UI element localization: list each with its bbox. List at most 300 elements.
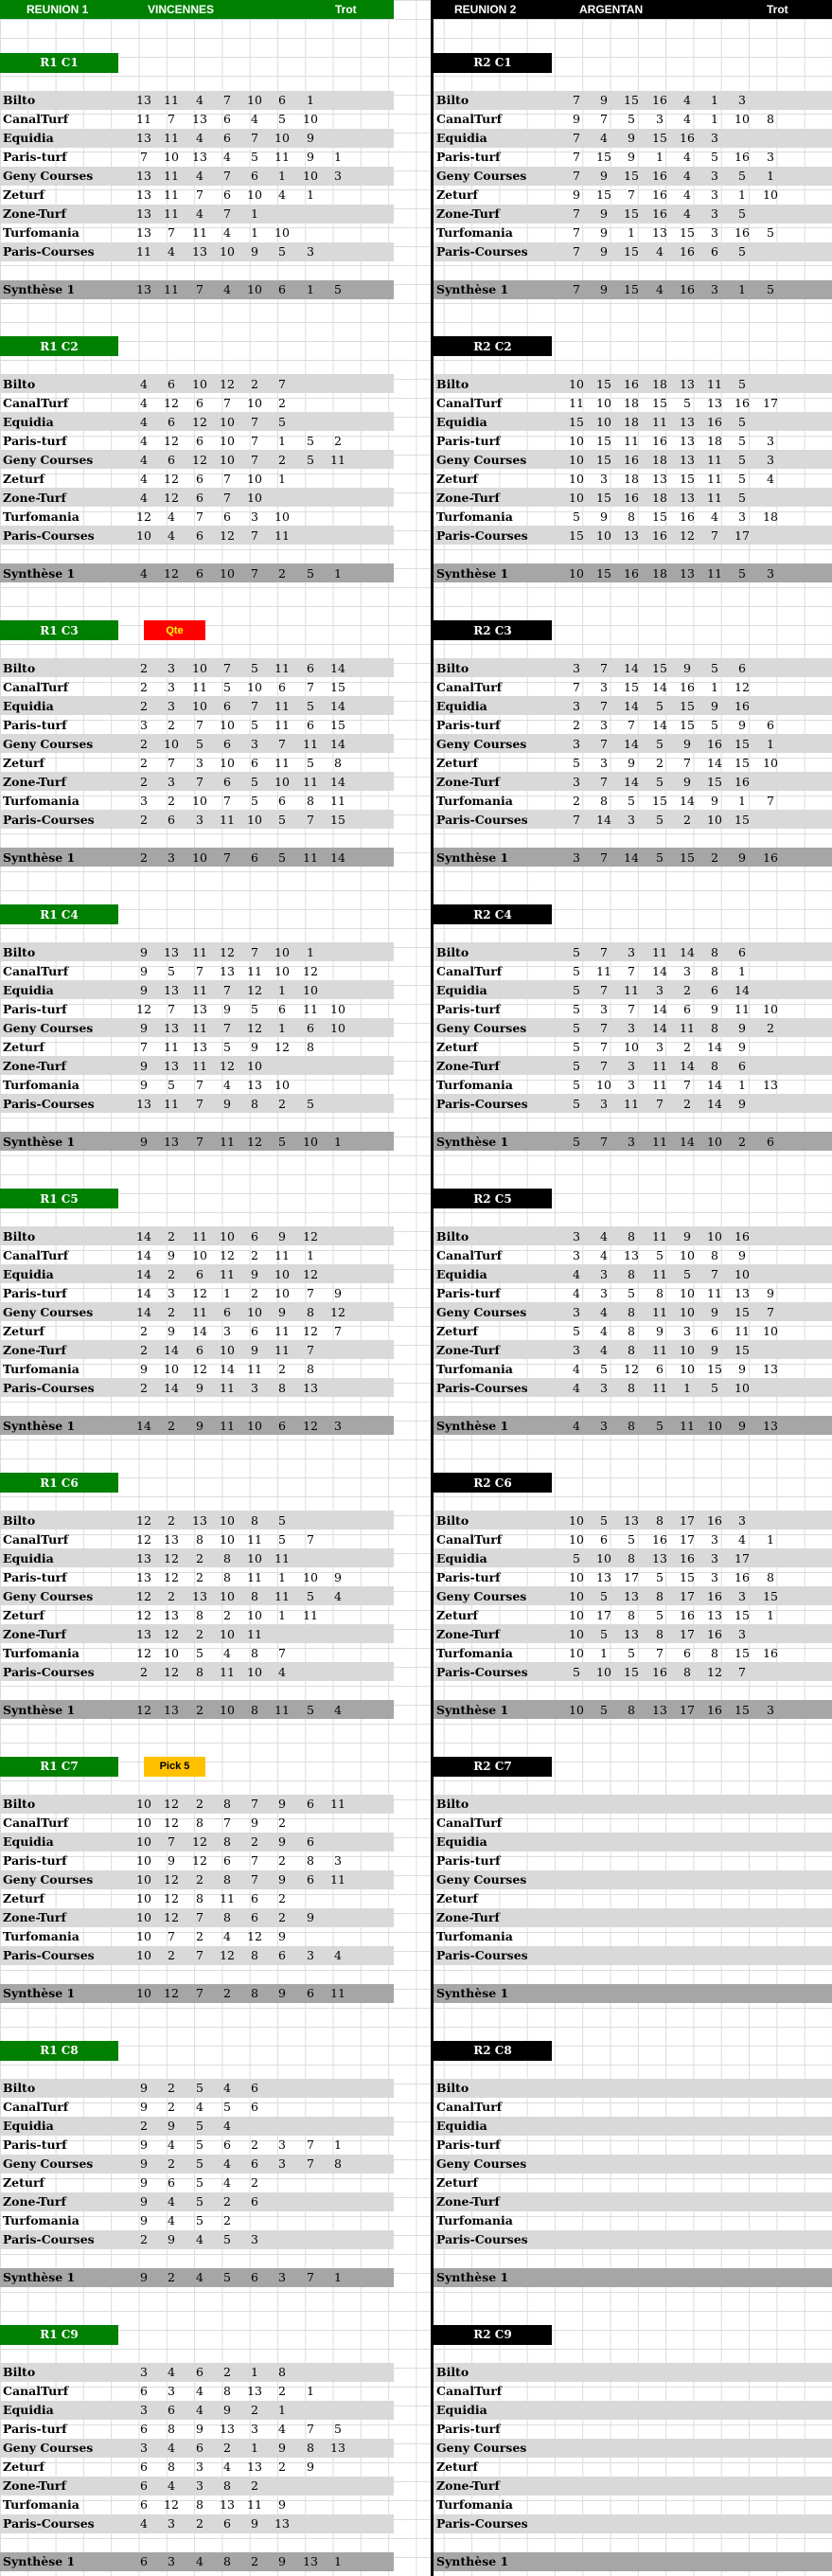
horse-number: 7 [168, 1001, 175, 1016]
horse-number: 7 [683, 1077, 691, 1092]
horse-number: 13 [624, 1626, 639, 1641]
horse-number: 10 [247, 1058, 262, 1073]
horse-number: 10 [220, 414, 235, 429]
horse-number: 10 [274, 774, 290, 789]
r1-prono-row [0, 2477, 394, 2496]
r1-prono-row [0, 1908, 394, 1927]
horse-number: 8 [656, 1626, 664, 1641]
r2-prono-row [434, 167, 832, 186]
horse-number: 15 [652, 131, 667, 145]
horse-number: 7 [307, 679, 314, 694]
horse-number: 2 [223, 2365, 231, 2380]
r1-prono-row [0, 2117, 394, 2136]
source-name: Turfomania [3, 2497, 80, 2513]
source-name: Turfomania [436, 2213, 513, 2228]
r1-prono-row [0, 2401, 394, 2420]
horse-number: 2 [251, 2554, 258, 2569]
horse-number: 7 [600, 698, 608, 713]
horse-number: 15 [735, 755, 750, 770]
horse-number: 5 [600, 1626, 608, 1641]
r2-prono-row [434, 526, 832, 545]
r1-prono-row [0, 242, 394, 261]
horse-number: 7 [223, 660, 231, 675]
horse-number: 10 [330, 1001, 345, 1016]
horse-number: 5 [251, 660, 258, 675]
horse-number: 4 [223, 225, 231, 240]
horse-number: 4 [683, 206, 691, 221]
horse-number: 11 [652, 1058, 667, 1073]
source-name: Paris-turf [3, 2138, 67, 2153]
horse-number: 16 [707, 1626, 722, 1641]
horse-number: 8 [628, 1304, 635, 1319]
source-name: Bilto [436, 944, 469, 959]
horse-number: 9 [140, 2138, 148, 2153]
horse-number: 6 [307, 1797, 314, 1812]
r2-prono-row [434, 961, 832, 980]
horse-number: 14 [652, 1001, 667, 1016]
horse-number: 12 [192, 1853, 207, 1869]
r1-prono-row [0, 2136, 394, 2155]
source-name: Zeturf [436, 2460, 478, 2475]
r2-prono-row [434, 2363, 832, 2382]
horse-number: 16 [707, 1512, 722, 1528]
source-name: Synthèse 1 [436, 1134, 509, 1149]
source-name: CanalTurf [436, 1816, 503, 1831]
horse-number: 3 [140, 2403, 148, 2418]
horse-number: 7 [223, 471, 231, 486]
horse-number: 14 [680, 944, 695, 959]
source-name: Synthèse 1 [436, 1986, 509, 2001]
source-name: Bilto [3, 660, 36, 675]
horse-number: 2 [683, 812, 691, 827]
horse-number: 2 [251, 376, 258, 391]
horse-number: 6 [196, 1266, 204, 1281]
horse-number: 4 [334, 1948, 342, 1963]
horse-number: 10 [274, 1266, 290, 1281]
horse-number: 7 [573, 679, 580, 694]
horse-number: 9 [251, 2516, 258, 2531]
horse-number: 14 [624, 736, 639, 751]
horse-number: 1 [251, 2365, 258, 2380]
horse-number: 7 [573, 244, 580, 259]
horse-number: 10 [569, 433, 584, 448]
source-name: Turfomania [3, 1077, 80, 1092]
horse-number: 2 [251, 2478, 258, 2494]
horse-number: 3 [711, 131, 718, 145]
horse-number: 5 [168, 963, 175, 978]
source-name: CanalTurf [3, 679, 69, 694]
horse-number: 7 [168, 755, 175, 770]
horse-number: 7 [223, 982, 231, 997]
horse-number: 2 [168, 793, 175, 808]
horse-number: 11 [164, 1096, 179, 1111]
horse-number: 5 [278, 1531, 286, 1547]
horse-number: 13 [164, 1058, 179, 1073]
horse-number: 4 [196, 2554, 204, 2569]
horse-number: 10 [220, 1588, 235, 1603]
horse-number: 5 [656, 1569, 664, 1584]
horse-number: 8 [628, 1323, 635, 1338]
r2-prono-row [434, 677, 832, 696]
source-name: Equidia [3, 1550, 54, 1565]
horse-number: 8 [251, 1702, 258, 1717]
horse-number: 1 [767, 169, 774, 183]
horse-number: 10 [680, 1247, 695, 1262]
horse-number: 3 [767, 433, 774, 448]
horse-number: 5 [738, 169, 746, 183]
horse-number: 13 [624, 528, 639, 543]
source-name: Bilto [3, 376, 36, 391]
horse-number: 8 [628, 1266, 635, 1281]
horse-number: 4 [278, 2422, 286, 2437]
horse-number: 18 [707, 433, 722, 448]
horse-number: 13 [136, 93, 151, 107]
horse-number: 5 [307, 452, 314, 467]
horse-number: 3 [711, 1531, 718, 1547]
horse-number: 1 [278, 471, 286, 486]
horse-number: 5 [738, 433, 746, 448]
horse-number: 6 [140, 2422, 148, 2437]
horse-number: 10 [303, 112, 318, 126]
reunion-2-discipline: Trot [767, 3, 788, 16]
horse-number: 2 [140, 2232, 148, 2247]
horse-number: 8 [223, 2554, 231, 2569]
horse-number: 9 [628, 150, 635, 164]
horse-number: 9 [223, 1096, 231, 1111]
r2-prono-row [434, 374, 832, 393]
horse-number: 10 [192, 793, 207, 808]
horse-number: 3 [738, 1588, 746, 1603]
horse-number: 4 [223, 2119, 231, 2134]
horse-number: 14 [735, 982, 750, 997]
horse-number: 10 [220, 1512, 235, 1528]
horse-number: 6 [683, 1645, 691, 1660]
source-name: Paris-Courses [436, 528, 528, 543]
horse-number: 10 [763, 188, 778, 202]
horse-number: 4 [573, 1418, 580, 1433]
source-name: CanalTurf [436, 395, 503, 410]
horse-number: 4 [223, 1077, 231, 1092]
horse-number: 16 [624, 452, 639, 467]
source-name: Zone-Turf [436, 490, 500, 505]
r2-prono-row [434, 507, 832, 526]
horse-number: 8 [711, 1058, 718, 1073]
horse-number: 3 [628, 1077, 635, 1092]
reunion-2-hippodrome: ARGENTAN [579, 3, 644, 16]
horse-number: 9 [334, 1569, 342, 1584]
horse-number: 9 [278, 2497, 286, 2513]
quinte-badge: Qte [144, 620, 205, 640]
horse-number: 10 [220, 244, 235, 259]
horse-number: 2 [168, 1304, 175, 1319]
horse-number: 7 [600, 1058, 608, 1073]
source-name: Zone-Turf [3, 1058, 66, 1073]
horse-number: 9 [251, 244, 258, 259]
horse-number: 14 [192, 1323, 207, 1338]
horse-number: 11 [164, 188, 179, 202]
horse-number: 11 [274, 528, 290, 543]
horse-number: 2 [683, 982, 691, 997]
horse-number: 5 [278, 1134, 286, 1149]
horse-number: 6 [278, 1001, 286, 1016]
horse-number: 14 [136, 1228, 151, 1243]
horse-number: 7 [196, 1986, 204, 2001]
horse-number: 16 [680, 509, 695, 524]
horse-number: 10 [247, 490, 262, 505]
horse-number: 16 [624, 490, 639, 505]
horse-number: 1 [307, 944, 314, 959]
horse-number: 8 [307, 1039, 314, 1054]
horse-number: 7 [196, 188, 204, 202]
r2-prono-row [434, 1018, 832, 1037]
horse-number: 1 [767, 1531, 774, 1547]
horse-number: 2 [168, 1588, 175, 1603]
horse-number: 7 [573, 93, 580, 107]
horse-number: 9 [140, 1058, 148, 1073]
horse-number: 8 [251, 1512, 258, 1528]
horse-number: 8 [251, 1096, 258, 1111]
horse-number: 8 [307, 1304, 314, 1319]
horse-number: 18 [652, 565, 667, 581]
horse-number: 5 [196, 2081, 204, 2096]
horse-number: 9 [628, 755, 635, 770]
horse-number: 15 [707, 774, 722, 789]
horse-number: 11 [247, 1626, 262, 1641]
r2-prono-row [434, 1605, 832, 1624]
horse-number: 4 [140, 490, 148, 505]
horse-number: 3 [168, 2554, 175, 2569]
horse-number: 2 [196, 1569, 204, 1584]
horse-number: 15 [596, 490, 611, 505]
horse-number: 6 [223, 112, 231, 126]
horse-number: 7 [196, 963, 204, 978]
horse-number: 15 [652, 509, 667, 524]
horse-number: 7 [573, 150, 580, 164]
horse-number: 6 [711, 1323, 718, 1338]
horse-number: 4 [334, 1588, 342, 1603]
horse-number: 6 [711, 982, 718, 997]
horse-number: 3 [573, 1342, 580, 1357]
horse-number: 10 [220, 565, 235, 581]
source-name: Paris-turf [436, 1001, 501, 1016]
r1-prono-row [0, 1946, 394, 1965]
horse-number: 10 [596, 395, 611, 410]
horse-number: 9 [307, 2460, 314, 2475]
r1-prono-row [0, 1548, 394, 1567]
horse-number: 3 [251, 1380, 258, 1395]
r2-prono-row [434, 1530, 832, 1548]
source-name: Bilto [436, 2365, 469, 2380]
horse-number: 8 [223, 2384, 231, 2399]
horse-number: 16 [680, 244, 695, 259]
r1-prono-row [0, 1226, 394, 1245]
horse-number: 6 [196, 490, 204, 505]
source-name: Geny Courses [3, 1020, 94, 1035]
horse-number: 10 [596, 528, 611, 543]
horse-number: 3 [196, 2478, 204, 2494]
horse-number: 2 [168, 1418, 175, 1433]
horse-number: 9 [307, 150, 314, 164]
horse-number: 11 [136, 244, 151, 259]
source-name: Bilto [3, 93, 36, 107]
horse-number: 7 [600, 660, 608, 675]
r1-prono-row [0, 791, 394, 810]
source-name: Paris-Courses [3, 2516, 95, 2531]
horse-number: 18 [652, 376, 667, 391]
horse-number: 6 [140, 2497, 148, 2513]
horse-number: 11 [596, 963, 611, 978]
horse-number: 2 [168, 2156, 175, 2172]
r1-prono-row [0, 469, 394, 488]
source-name: Paris-Courses [3, 528, 95, 543]
horse-number: 11 [247, 2497, 262, 2513]
horse-number: 18 [652, 490, 667, 505]
horse-number: 7 [628, 717, 635, 732]
horse-number: 3 [767, 565, 774, 581]
horse-number: 7 [600, 736, 608, 751]
horse-number: 3 [573, 1228, 580, 1243]
horse-number: 6 [251, 1891, 258, 1906]
horse-number: 9 [140, 2213, 148, 2228]
horse-number: 8 [223, 1872, 231, 1887]
source-name: Paris-turf [3, 150, 67, 164]
horse-number: 13 [220, 963, 235, 978]
horse-number: 13 [624, 1247, 639, 1262]
horse-number: 15 [596, 433, 611, 448]
horse-number: 2 [140, 1342, 148, 1357]
horse-number: 6 [251, 2100, 258, 2115]
horse-number: 7 [251, 944, 258, 959]
horse-number: 5 [573, 1134, 580, 1149]
horse-number: 7 [600, 1134, 608, 1149]
horse-number: 7 [168, 1929, 175, 1944]
source-name: Equidia [3, 1266, 54, 1281]
source-name: Paris-Courses [3, 1664, 95, 1679]
horse-number: 13 [192, 1588, 207, 1603]
horse-number: 6 [307, 1986, 314, 2001]
r1-prono-row [0, 1283, 394, 1302]
horse-number: 4 [600, 1304, 608, 1319]
horse-number: 12 [164, 2497, 179, 2513]
horse-number: 4 [223, 1929, 231, 1944]
source-name: Geny Courses [436, 2441, 527, 2456]
horse-number: 13 [192, 150, 207, 164]
horse-number: 11 [274, 660, 290, 675]
horse-number: 1 [711, 93, 718, 107]
horse-number: 13 [596, 1569, 611, 1584]
horse-number: 3 [140, 2441, 148, 2456]
horse-number: 15 [596, 188, 611, 202]
horse-number: 5 [600, 1512, 608, 1528]
horse-number: 2 [278, 1853, 286, 1869]
source-name: Paris-Courses [436, 1664, 528, 1679]
horse-number: 10 [274, 509, 290, 524]
horse-number: 14 [624, 660, 639, 675]
horse-number: 8 [307, 1361, 314, 1376]
horse-number: 9 [278, 1797, 286, 1812]
horse-number: 5 [628, 112, 635, 126]
horse-number: 3 [656, 1039, 664, 1054]
horse-number: 11 [247, 1361, 262, 1376]
source-name: Paris-turf [436, 433, 501, 448]
horse-number: 15 [652, 793, 667, 808]
r1-race-label: R1 C6 [0, 1473, 118, 1493]
horse-number: 12 [247, 1134, 262, 1149]
horse-number: 2 [767, 1020, 774, 1035]
horse-number: 15 [569, 414, 584, 429]
horse-number: 13 [680, 433, 695, 448]
r2-prono-row [434, 110, 832, 129]
horse-number: 15 [624, 679, 639, 694]
horse-number: 14 [136, 1285, 151, 1300]
horse-number: 3 [196, 812, 204, 827]
horse-number: 3 [251, 736, 258, 751]
horse-number: 10 [596, 414, 611, 429]
horse-number: 6 [307, 1020, 314, 1035]
horse-number: 1 [251, 2441, 258, 2456]
horse-number: 11 [164, 1039, 179, 1054]
horse-number: 4 [223, 1645, 231, 1660]
r1-prono-row [0, 942, 394, 961]
source-name: Paris-Courses [436, 1948, 528, 1963]
horse-number: 12 [164, 1550, 179, 1565]
horse-number: 10 [707, 1134, 722, 1149]
horse-number: 16 [680, 1550, 695, 1565]
horse-number: 12 [136, 1531, 151, 1547]
horse-number: 5 [628, 1531, 635, 1547]
horse-number: 6 [223, 188, 231, 202]
horse-number: 6 [196, 2441, 204, 2456]
source-name: Equidia [436, 698, 487, 713]
r1-prono-row [0, 715, 394, 734]
source-name: Zeturf [436, 1323, 478, 1338]
r2-prono-row [434, 393, 832, 412]
horse-number: 3 [573, 1247, 580, 1262]
r1-prono-row [0, 2363, 394, 2382]
source-name: Equidia [436, 1266, 487, 1281]
horse-number: 11 [220, 1266, 235, 1281]
horse-number: 13 [763, 1418, 778, 1433]
horse-number: 13 [330, 2441, 345, 2456]
horse-number: 4 [140, 2516, 148, 2531]
horse-number: 9 [168, 1323, 175, 1338]
horse-number: 14 [330, 698, 345, 713]
horse-number: 7 [573, 225, 580, 240]
horse-number: 14 [652, 1020, 667, 1035]
horse-number: 3 [600, 1418, 608, 1433]
horse-number: 11 [274, 698, 290, 713]
horse-number: 12 [164, 1797, 179, 1812]
horse-number: 9 [738, 1096, 746, 1111]
horse-number: 1 [738, 282, 746, 296]
horse-number: 10 [707, 1228, 722, 1243]
source-name: Paris-Courses [436, 2232, 528, 2247]
r2-prono-row [434, 1946, 832, 1965]
horse-number: 3 [628, 944, 635, 959]
horse-number: 9 [334, 1285, 342, 1300]
source-name: Paris-turf [436, 1285, 501, 1300]
r1-prono-row [0, 1530, 394, 1548]
horse-number: 16 [652, 93, 667, 107]
r1-prono-row [0, 1833, 394, 1852]
r1-prono-row [0, 2268, 394, 2287]
horse-number: 9 [223, 2403, 231, 2418]
horse-number: 5 [307, 1096, 314, 1111]
horse-number: 4 [168, 2138, 175, 2153]
r2-prono-row [434, 1852, 832, 1870]
r1-prono-row [0, 2098, 394, 2117]
horse-number: 12 [164, 1986, 179, 2001]
